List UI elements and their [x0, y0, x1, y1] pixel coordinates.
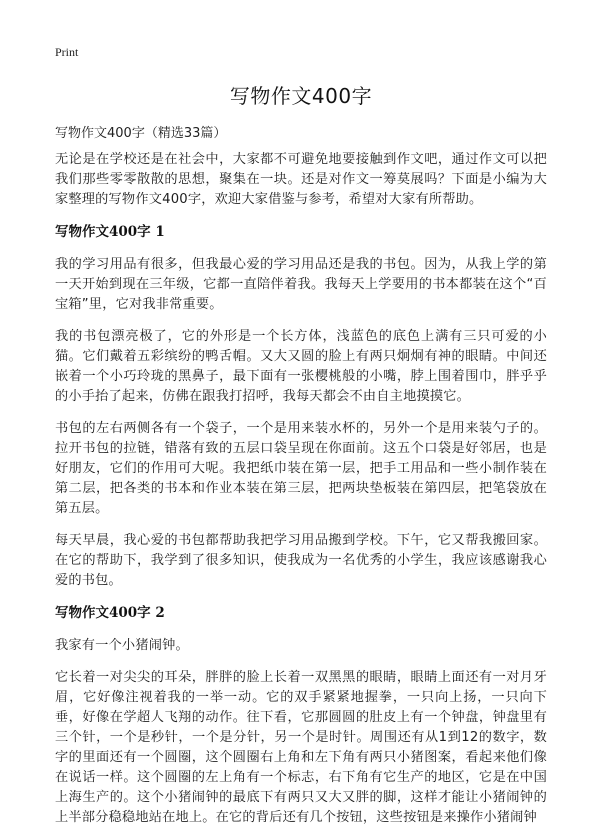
paragraph: 我的书包漂亮极了，它的外形是一个长方体，浅蓝色的底色上满有三只可爱的小猫。它们戴着五彩缤纷的鸭舌帽。又大又圆的脸上有两只炯炯有神的眼睛。中间还嵌着一个小巧玲珑的黑鼻子，最下面有一张樱桃般的小嘴，脖上围着围巾，胖乎乎的小手抬了起来，仿佛在跟我打招呼，我每天都会不由自主地摸摸它。: [55, 329, 547, 404]
paragraph: 我家有一个小猪闹钟。: [55, 638, 189, 653]
document-subtitle: 写物作文400字（精选33篇）: [55, 126, 227, 141]
article-body: [55, 150, 547, 840]
section-heading-1: 写物作文400字 1: [55, 224, 165, 240]
print-link[interactable]: Print: [55, 45, 79, 59]
paragraph: 它长着一对尖尖的耳朵，胖胖的脸上长着一双黑黑的眼睛，眼睛上面还有一对月牙眉，它好像注视着我的一举一动。它的双手紧紧地握拳，一只向上扬，一只向下垂，好像在学超人飞翔的动作。往下看，它那圆圆的肚皮上有一个钟盘，钟盘里有三个针，一个是秒针，一个是分针，另一个是时针。周围还有从1到12的数字，数字的里面还有一个圆圈，这个圆圈右上角和左下角有两只小猪图案，看起来他们像在说话一样。这个圆圈的左上角有一个标志，右下角有它生产的地区，它是在中国上海生产的。这个小猪闹钟的最底下有两只又大又胖的脚，这样才能让小猪闹钟的上半部分稳稳地站在地上。在它的背后还有几个按钮，这些按钮是来操作小猪闹钟: [55, 670, 547, 825]
paragraph: 每天早晨，我心爱的书包都帮助我把学习用品搬到学校。下午，它又帮我搬回家。在它的帮助下，我学到了很多知识，使我成为一名优秀的小学生，我应该感谢我心爱的书包。: [55, 533, 547, 588]
paragraph: 书包的左右两侧各有一个袋子，一个是用来装水杯的，另外一个是用来装勺子的。拉开书包的拉链，错落有致的五层口袋呈现在你面前。这五个口袋是好邻居，也是好朋友，它们的作用可大呢。我把纸巾装在第一层，把手工用品和一些小制作装在第二层，把各类的书本和作业本装在第三层，把两块垫板装在第四层，把笔袋放在第五层。: [55, 421, 547, 516]
page-title: 写物作文400字: [229, 84, 373, 108]
section-heading-2: 写物作文400字 2: [55, 605, 165, 621]
intro-paragraph: 无论是在学校还是在社会中，大家都不可避免地要接触到作文吧，通过作文可以把我们那些零零散散的思想，聚集在一块。还是对作文一筹莫展吗？下面是小编为大家整理的写物作文400字，欢迎大家借鉴与参考，希望对大家有所帮助。: [55, 152, 547, 207]
paragraph: 我的学习用品有很多，但我最心爱的学习用品还是我的书包。因为，从我上学的第一天开始到现在三年级，它都一直陪伴着我。我每天上学要用的书本都装在这个“百宝箱”里，它对我非常重要。: [55, 257, 547, 312]
